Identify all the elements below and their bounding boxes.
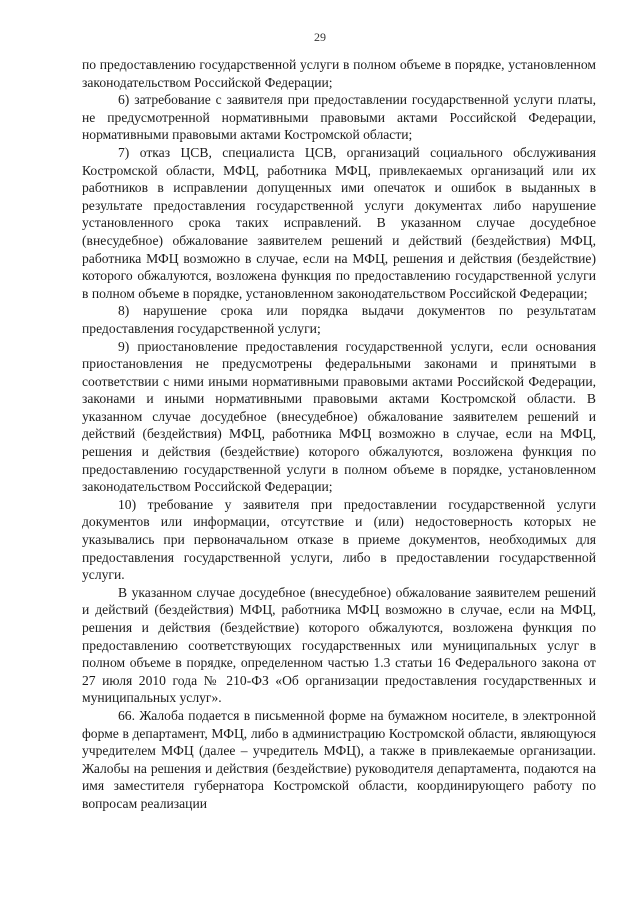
paragraph: 10) требование у заявителя при предоставлении государственной услуги документов или информации, отсутствие и (или) недостоверность которых не указывались при первоначальном отказе в приеме документов, необходимых для предоставления государственной услуги, либо в предоставлении государственной услуги. bbox=[82, 496, 596, 583]
paragraph: по предоставлению государственной услуги в полном объеме в порядке, установленном законодательством Российской Федерации; bbox=[82, 57, 596, 90]
paragraph: 6) затребование с заявителя при предоставлении государственной услуги платы, не предусмотренной нормативными правовыми актами Российской Федерации, нормативными правовыми актами Костромской области; bbox=[82, 92, 596, 143]
paragraph: 9) приостановление предоставления государственной услуги, если основания приостановления не предусмотрены федеральными законами и принятыми в соответствии с ними иными нормативными правовыми актами Российской Федерации, законами и иными нормативными правовыми актами Костромской области. В указанном случае досудебное (внесудебное) обжалование заявителем решений и действий (бездействия) МФЦ, работника МФЦ возможно в случае, если на МФЦ, решения и действия (бездействие) которого обжалуются, возложена функция по предоставлению государственной услуги в полном объеме в порядке, установленном законодательством Российской Федерации; bbox=[82, 338, 596, 495]
paragraph: 7) отказ ЦСВ, специалиста ЦСВ, организаций социального обслуживания Костромской области, МФЦ, работника МФЦ, привлекаемых организаций или их работников в исправлении допущенных ими опечаток и ошибок в выданных в результате предоставления государственной услуги документах либо нарушение установленного срока таких исправлений. В указанном случае досудебное (внесудебное) обжалование заявителем решений и действий (бездействия) МФЦ, работника МФЦ возможно в случае, если на МФЦ, решения и действия (бездействие) которого обжалуются, возложена функция по предоставлению государственной услуги в полном объеме в порядке, установленном законодательством Российской Федерации; bbox=[82, 144, 596, 301]
paragraph: В указанном случае досудебное (внесудебное) обжалование заявителем решений и действий (бездействия) МФЦ, работника МФЦ возможно в случае, если на МФЦ, решения и действия (бездействие) которого обжалуются, возложена функция по предоставлению соответствующих государственных или муниципальных услуг в полном объеме в порядке, определенном частью 1.3 статьи 16 Федерального закона от 27 июля 2010 года № 210-ФЗ «Об организации предоставления государственных и муниципальных услуг». bbox=[82, 584, 596, 706]
page-number: 29 bbox=[314, 30, 326, 44]
document-body bbox=[82, 56, 596, 813]
paragraph: 66. Жалоба подается в письменной форме на бумажном носителе, в электронной форме в департамент, МФЦ, либо в администрацию Костромской области, являющуюся учредителем МФЦ (далее – учредитель МФЦ), а также в привлекаемые организации. Жалобы на решения и действия (бездействие) руководителя департамента, подаются на имя заместителя губернатора Костромской области, координирующего работу по вопросам реализации bbox=[82, 707, 596, 811]
paragraph: 8) нарушение срока или порядка выдачи документов по результатам предоставления государственной услуги; bbox=[82, 303, 596, 336]
